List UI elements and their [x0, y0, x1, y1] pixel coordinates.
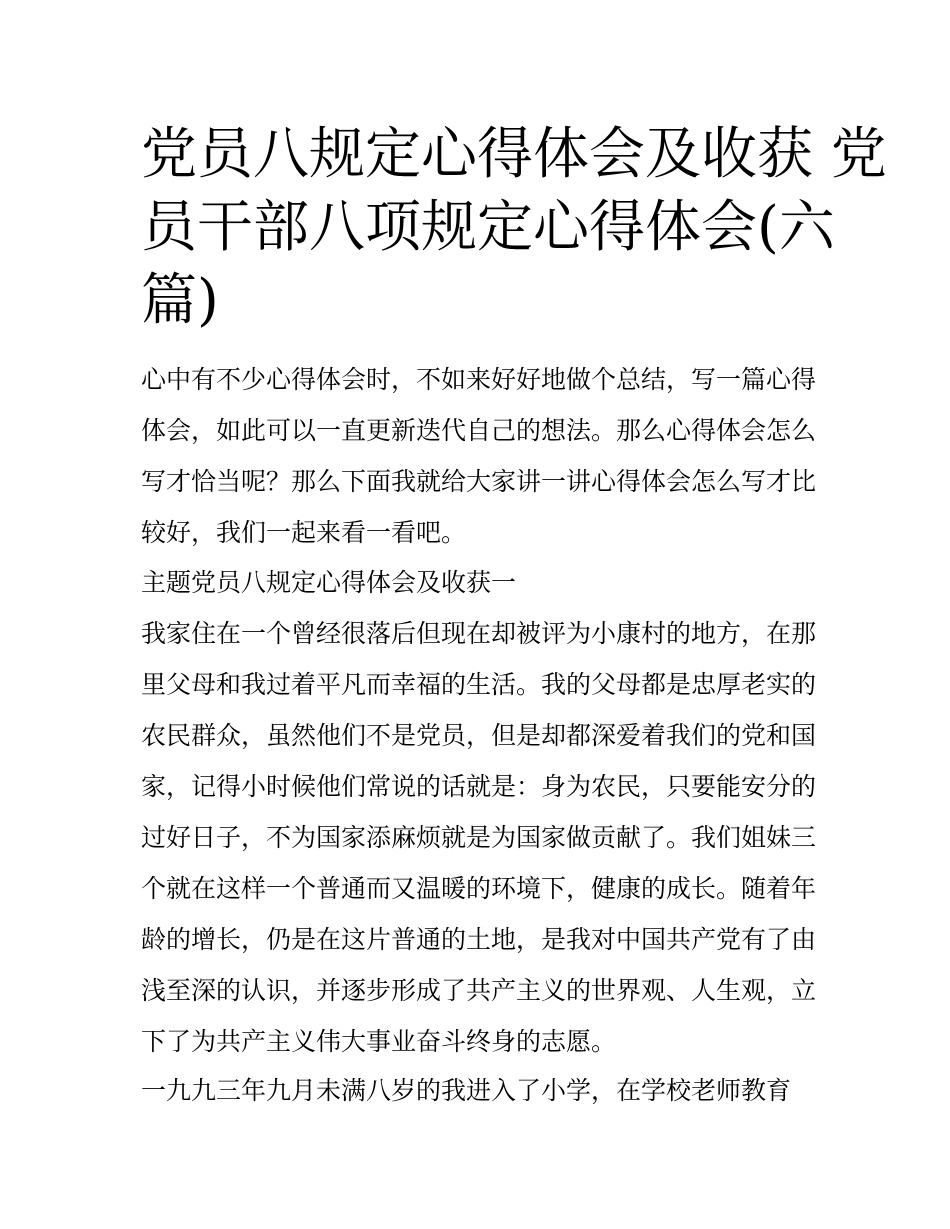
text-line: 体会，如此可以一直更新迭代自己的想法。那么心得体会怎么: [141, 416, 817, 445]
title-line: 篇): [141, 268, 219, 333]
text-line: 农民群众，虽然他们不是党员，但是却都深爱着我们的党和国: [141, 721, 817, 750]
text-line: 主题党员八规定心得体会及收获一: [141, 568, 517, 597]
text-line: 里父母和我过着平凡而幸福的生活。我的父母都是忠厚老实的: [141, 670, 817, 699]
document-title: [141, 118, 887, 337]
text-line: 龄的增长，仍是在这片普通的土地，是我对中国共产党有了由: [141, 925, 817, 954]
body-paragraph: [141, 1065, 821, 1116]
text-line: 过好日子，不为国家添麻烦就是为国家做贡献了。我们姐妹三: [141, 823, 817, 852]
text-line: 个就在这样一个普通而又温暖的环境下，健康的成长。随着年: [141, 874, 817, 903]
text-line: 较好，我们一起来看一看吧。: [141, 518, 467, 547]
body-paragraph: [141, 608, 821, 1067]
text-line: 我家住在一个曾经很落后但现在却被评为小康村的地方，在那: [141, 619, 817, 648]
title-line: 员干部八项规定心得体会(六: [141, 195, 835, 260]
text-line: 一九九三年九月未满八岁的我进入了小学，在学校老师教育: [141, 1076, 792, 1105]
section-heading: [141, 557, 821, 608]
text-line: 浅至深的认识，并逐步形成了共产主义的世界观、人生观，立: [141, 976, 817, 1005]
text-line: 下了为共产主义伟大事业奋斗终身的志愿。: [141, 1027, 617, 1056]
text-line: 心中有不少心得体会时，不如来好好地做个总结，写一篇心得: [141, 365, 817, 394]
text-line: 写才恰当呢？那么下面我就给大家讲一讲心得体会怎么写才比: [141, 467, 817, 496]
text-line: 家，记得小时候他们常说的话就是：身为农民，只要能安分的: [141, 772, 817, 801]
title-line: 党员八规定心得体会及收获 党: [141, 122, 887, 187]
intro-paragraph: [141, 354, 821, 558]
